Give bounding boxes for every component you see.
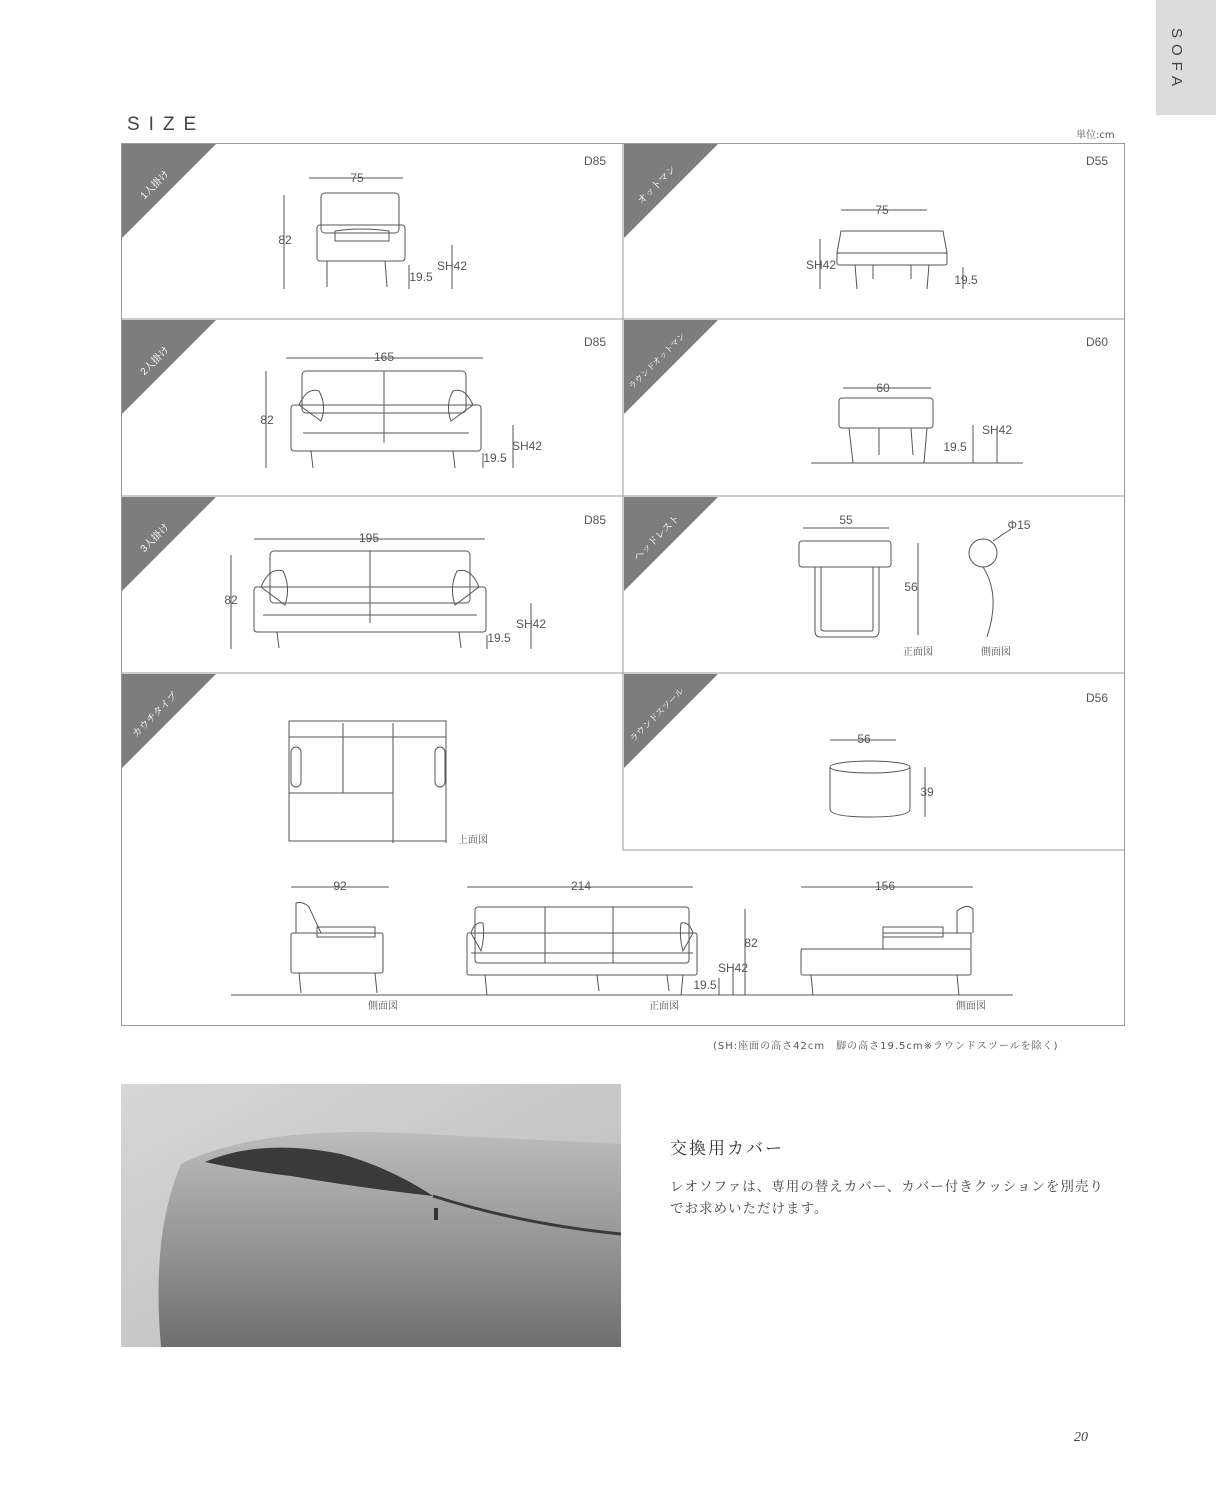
tag-headrest [624,497,718,591]
size-footnote: (SH:座面の高さ42cm 脚の高さ19.5cm※ラウンドスツールを除く) [713,1041,1059,1052]
dim-3seat-width: 195 [358,531,380,545]
dim-1seat-seat: SH42 [436,259,468,273]
tag-2seat-label: 2人掛け [138,344,172,378]
cover-title: 交換用カバー [670,1139,784,1159]
cover-photo [121,1084,621,1347]
unit-label: 単位:cm [1076,130,1115,141]
dim-headrest-height: 56 [904,580,918,594]
size-heading: SIZE [127,114,206,135]
tag-round-stool [624,674,718,768]
dim-ottoman-leg: 19.5 [954,273,978,287]
dim-3seat-leg: 19.5 [487,631,511,645]
dim-1seat-width: 75 [350,171,364,185]
depth-2seat: D85 [583,335,606,349]
tag-3seat-label: 3人掛け [138,521,172,555]
tag-headrest-label: ヘッドレスト [632,513,683,564]
headrest-side-label: 側面図 [981,647,1011,658]
dim-couch-height: 82 [744,936,758,950]
tag-round-ottoman-label: ラウンドオットマン [626,330,688,392]
drawing-couch-top [289,721,446,843]
couch-side2-label: 側面図 [956,1001,986,1012]
tag-couch [122,674,216,768]
dim-headrest-width: 55 [839,513,853,527]
dim-couch-side2-width: 156 [874,879,896,893]
couch-front-label: 正面図 [649,1001,679,1012]
depth-1seat: D85 [583,154,606,168]
tag-1seat-label: 1人掛け [138,168,172,202]
dim-couch-front-width: 214 [570,879,592,893]
dim-headrest-diameter: Φ15 [1007,518,1031,532]
couch-side-label: 側面図 [368,1001,398,1012]
tag-1seat [122,144,216,238]
cover-description: レオソファは、専用の替えカバー、カバー付きクッションを別売りでお求めいただけます。 [670,1179,1104,1217]
depth-3seat: D85 [583,513,606,527]
section-tab [1156,0,1216,115]
dim-2seat-seat: SH42 [511,439,543,453]
drawing-round-stool [830,740,925,817]
tag-round-ottoman [624,320,718,414]
couch-top-label: 上面図 [458,835,488,846]
dim-round-ottoman-seat: SH42 [981,423,1013,437]
dim-3seat-seat: SH42 [515,617,547,631]
dim-2seat-height: 82 [260,413,274,427]
dim-2seat-leg: 19.5 [483,451,507,465]
tag-ottoman [624,144,718,238]
dim-round-ottoman-width: 60 [876,381,890,395]
dim-2seat-width: 165 [373,350,395,364]
size-diagrams [121,143,1125,1026]
dim-1seat-height: 82 [278,233,292,247]
section-tab-label: SOFA [1168,28,1185,93]
tag-couch-label: カウチタイプ [130,690,180,740]
depth-round-stool: D56 [1085,691,1108,705]
drawing-ottoman [820,210,963,289]
dim-stool-height: 39 [920,785,934,799]
dim-couch-leg: 19.5 [693,978,717,992]
dim-couch-seat: SH42 [717,961,749,975]
size-diagram-grid [121,143,1125,1026]
dim-stool-width: 56 [857,732,871,746]
dim-round-ottoman-leg: 19.5 [943,440,967,454]
tag-2seat [122,320,216,414]
depth-ottoman: D55 [1085,154,1108,168]
dim-couch-side-width: 92 [333,879,347,893]
dim-ottoman-seat: SH42 [805,258,837,272]
drawing-couch-side [231,887,1013,995]
drawing-2seat [266,358,513,468]
dim-1seat-leg: 19.5 [409,270,433,284]
tag-round-stool-label: ラウンドスツール [627,685,686,744]
headrest-front-label: 正面図 [903,647,933,658]
depth-round-ottoman: D60 [1085,335,1108,349]
dim-ottoman-width: 75 [875,203,889,217]
drawing-couch-side2 [801,887,973,995]
page-number: 20 [1074,1430,1088,1445]
drawing-3seat [231,539,531,649]
tag-3seat [122,497,216,591]
dim-3seat-height: 82 [224,593,238,607]
tag-ottoman-label: オットマン [635,163,679,207]
